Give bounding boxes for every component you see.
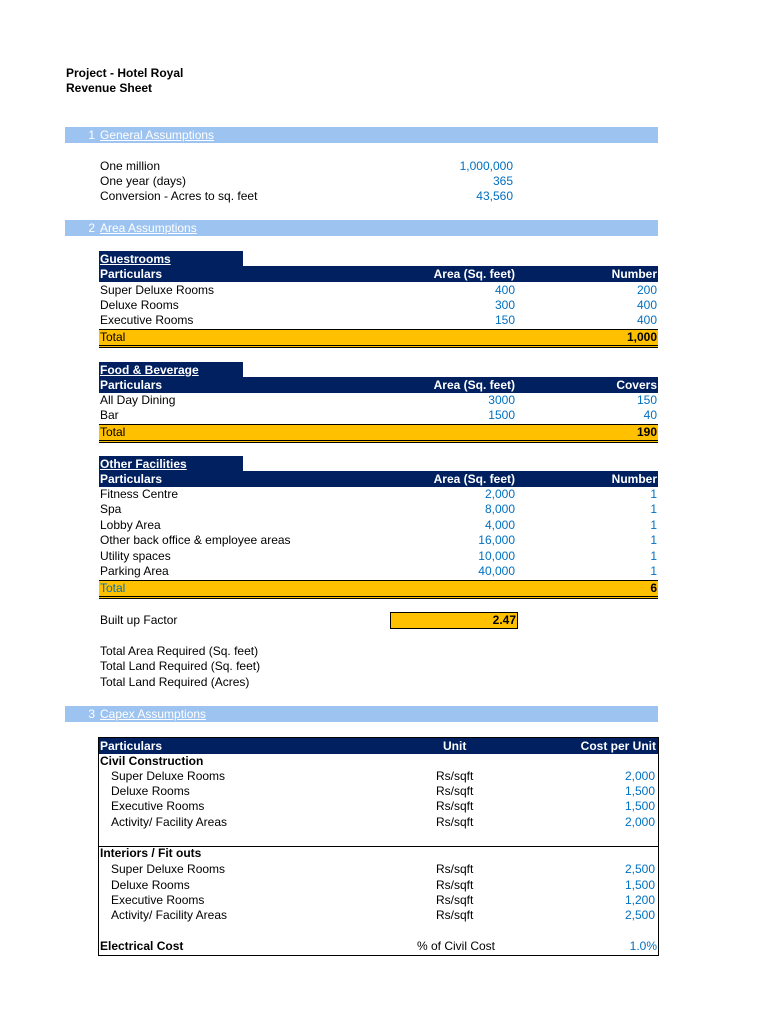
section-link[interactable]: Capex Assumptions: [100, 707, 207, 721]
table-row: [99, 518, 658, 533]
row-name: All Day Dining: [100, 393, 176, 407]
row-cost[interactable]: 2,000: [624, 769, 655, 783]
row-count[interactable]: 200: [636, 283, 657, 297]
header-covers: Covers: [616, 378, 657, 392]
section-general-assumptions: [65, 127, 658, 143]
header-particulars: Particulars: [100, 739, 163, 753]
table-row: [99, 878, 658, 893]
row-unit: Rs/sqft: [436, 784, 474, 798]
row-count[interactable]: 40: [643, 408, 657, 422]
row-name: Deluxe Rooms: [111, 784, 190, 798]
row-area[interactable]: 2,000: [484, 487, 515, 501]
fnb-total-row: [99, 424, 658, 443]
builtup-value[interactable]: 2.47: [390, 612, 518, 629]
row-cost[interactable]: 1,200: [624, 893, 655, 907]
row-area[interactable]: 1500: [488, 408, 515, 422]
other-facilities-title: Other Facilities: [99, 456, 243, 472]
table-row: [99, 313, 658, 328]
row-count[interactable]: 1: [650, 549, 657, 563]
row-unit: Rs/sqft: [436, 799, 474, 813]
builtup-label: Built up Factor: [100, 613, 178, 627]
other-facilities-header: [99, 471, 658, 487]
row-cost[interactable]: 1.0%: [629, 939, 657, 953]
row-unit: Rs/sqft: [436, 769, 474, 783]
total-land-acres-label: Total Land Required (Acres): [100, 675, 250, 689]
row-cost[interactable]: 1,500: [624, 799, 655, 813]
header-number: Number: [611, 267, 657, 281]
table-row: [99, 549, 658, 564]
total-label: Total: [100, 581, 126, 595]
row-unit: Rs/sqft: [436, 893, 474, 907]
row-area[interactable]: 4,000: [484, 518, 515, 532]
header-number: Number: [611, 472, 657, 486]
section-capex-assumptions: [65, 706, 658, 722]
section-number: 1: [88, 128, 95, 142]
row-cost[interactable]: 2,000: [624, 815, 655, 829]
group-title: Interiors / Fit outs: [100, 846, 202, 860]
interiors-title: [99, 846, 658, 861]
capex-table: [98, 737, 659, 956]
row-count[interactable]: 1: [650, 502, 657, 516]
row-name: Executive Rooms: [100, 313, 194, 327]
general-label: One year (days): [100, 174, 187, 188]
fnb-header: [99, 377, 658, 393]
row-count[interactable]: 150: [636, 393, 657, 407]
header-particulars: Particulars: [100, 472, 163, 486]
row-count[interactable]: 1: [650, 564, 657, 578]
row-count[interactable]: 1: [650, 487, 657, 501]
row-cost[interactable]: 1,500: [624, 784, 655, 798]
table-row: [99, 283, 658, 298]
row-area[interactable]: 10,000: [478, 549, 515, 563]
total-area-label: Total Area Required (Sq. feet): [100, 644, 259, 658]
row-area[interactable]: 3000: [488, 393, 515, 407]
row-name: Super Deluxe Rooms: [111, 769, 226, 783]
total-label: Total: [100, 425, 126, 439]
total-label: Total: [100, 330, 126, 344]
table-row: [99, 564, 658, 579]
group-title: Civil Construction: [100, 754, 204, 768]
row-name: Parking Area: [100, 564, 169, 578]
section-area-assumptions: [65, 220, 658, 236]
row-name: Bar: [100, 408, 119, 422]
sheet-title: Revenue Sheet: [66, 81, 153, 95]
row-name: Super Deluxe Rooms: [111, 862, 226, 876]
section-link[interactable]: General Assumptions: [100, 128, 215, 142]
section-number: 2: [88, 221, 95, 235]
row-name: Activity/ Facility Areas: [111, 908, 228, 922]
total-value: 1,000: [626, 330, 657, 344]
project-title: Project - Hotel Royal: [66, 66, 184, 80]
row-name: Other back office & employee areas: [100, 533, 291, 547]
row-unit: Rs/sqft: [436, 815, 474, 829]
row-area[interactable]: 300: [494, 298, 515, 312]
table-row: [99, 784, 658, 799]
electrical-cost-row: [99, 939, 658, 954]
row-name: Deluxe Rooms: [100, 298, 179, 312]
guestrooms-total-row: [99, 329, 658, 348]
general-value[interactable]: 1,000,000: [459, 159, 513, 173]
capex-header: [99, 738, 658, 754]
guestrooms-title: Guestrooms: [99, 251, 243, 267]
table-row: [99, 799, 658, 814]
table-row: [99, 769, 658, 784]
row-name: Spa: [100, 502, 122, 516]
header-cost-per-unit: Cost per Unit: [580, 739, 656, 753]
row-area[interactable]: 8,000: [484, 502, 515, 516]
row-cost[interactable]: 1,500: [624, 878, 655, 892]
table-row: [99, 862, 658, 877]
table-row: [99, 487, 658, 502]
header-particulars: Particulars: [100, 267, 163, 281]
fnb-title: Food & Beverage: [99, 362, 243, 378]
row-unit: % of Civil Cost: [417, 939, 496, 953]
section-number: 3: [88, 707, 95, 721]
row-name: Electrical Cost: [100, 939, 184, 953]
total-land-sqft-label: Total Land Required (Sq. feet): [100, 659, 261, 673]
header-area: Area (Sq. feet): [433, 472, 515, 486]
header-area: Area (Sq. feet): [433, 267, 515, 281]
total-value: 190: [636, 425, 657, 439]
table-row: [99, 533, 658, 548]
general-label: One million: [100, 159, 161, 173]
section-link[interactable]: Area Assumptions: [100, 221, 197, 235]
row-name: Deluxe Rooms: [111, 878, 190, 892]
row-count[interactable]: 400: [636, 313, 657, 327]
table-row: [99, 408, 658, 423]
row-unit: Rs/sqft: [436, 908, 474, 922]
row-name: Super Deluxe Rooms: [100, 283, 215, 297]
row-unit: Rs/sqft: [436, 862, 474, 876]
header-area: Area (Sq. feet): [433, 378, 515, 392]
row-name: Utility spaces: [100, 549, 171, 563]
header-particulars: Particulars: [100, 378, 163, 392]
row-unit: Rs/sqft: [436, 878, 474, 892]
row-area[interactable]: 16,000: [478, 533, 515, 547]
row-area[interactable]: 40,000: [478, 564, 515, 578]
table-row: [99, 298, 658, 313]
row-name: Lobby Area: [100, 518, 161, 532]
row-area[interactable]: 150: [494, 313, 515, 327]
table-row: [99, 393, 658, 408]
other-facilities-total-row: [99, 580, 658, 599]
table-row: [99, 908, 658, 923]
table-row: [99, 893, 658, 908]
table-row: [99, 502, 658, 517]
row-name: Activity/ Facility Areas: [111, 815, 228, 829]
row-name: Executive Rooms: [111, 893, 205, 907]
table-row: [99, 815, 658, 830]
general-label: Conversion - Acres to sq. feet: [100, 189, 258, 203]
row-name: Executive Rooms: [111, 799, 205, 813]
general-value[interactable]: 43,560: [476, 189, 513, 203]
civil-construction-title: [99, 754, 658, 769]
row-name: Fitness Centre: [100, 487, 179, 501]
header-unit: Unit: [443, 739, 467, 753]
guestrooms-header: [99, 266, 658, 282]
total-value: 6: [650, 581, 657, 595]
row-area[interactable]: 400: [494, 283, 515, 297]
row-count[interactable]: 1: [650, 518, 657, 532]
row-count[interactable]: 400: [636, 298, 657, 312]
general-value[interactable]: 365: [492, 174, 513, 188]
row-cost[interactable]: 2,500: [624, 862, 655, 876]
row-count[interactable]: 1: [650, 533, 657, 547]
row-cost[interactable]: 2,500: [624, 908, 655, 922]
